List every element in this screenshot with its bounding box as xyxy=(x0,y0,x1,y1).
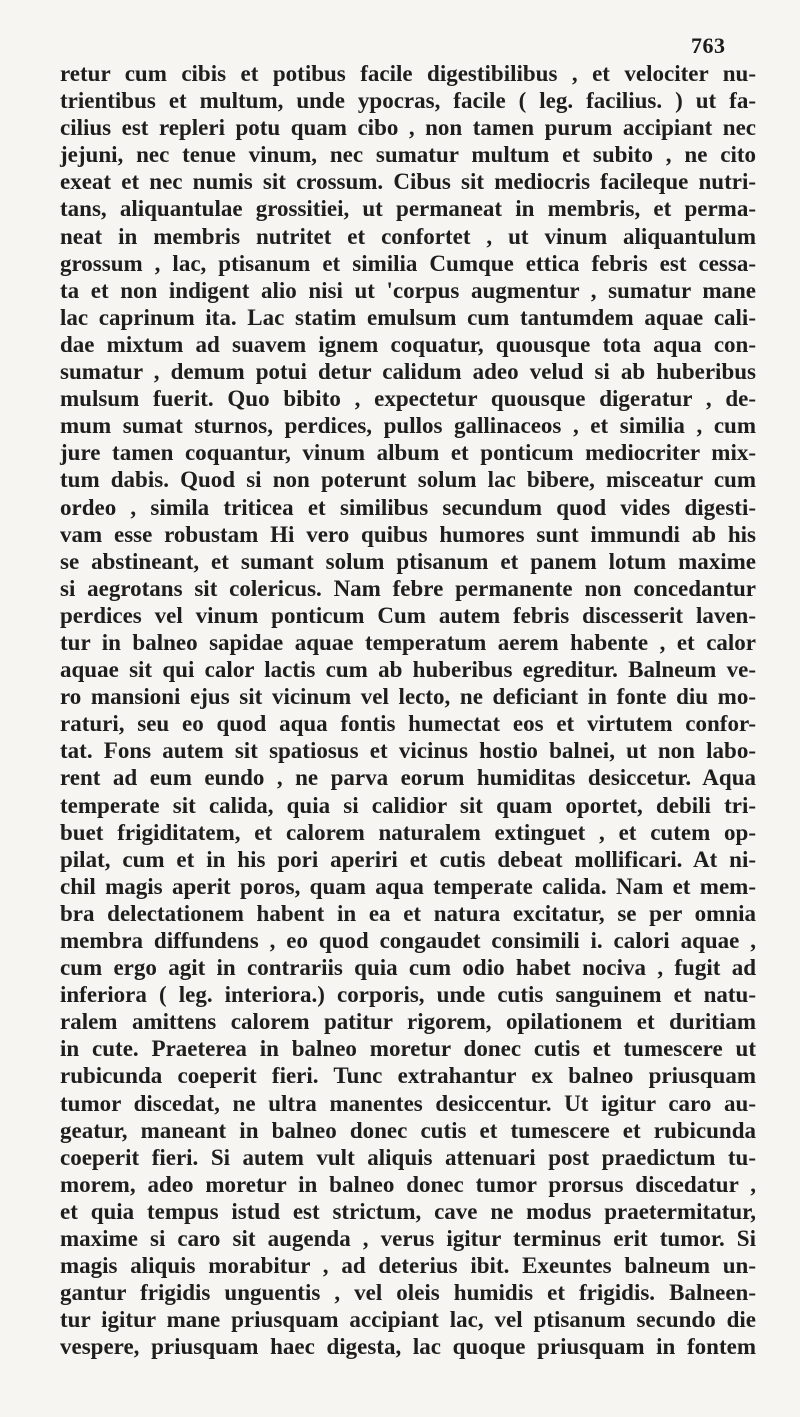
text-line: aquae sit qui calor lactis cum ab huberibus egreditur. Balneum ve- xyxy=(60,657,756,683)
text-line: cilius est repleri potu quam cibo , non tamen purum accipiant nec xyxy=(60,115,756,141)
text-line: tum dabis. Quod si non poterunt solum lac bibere, misceatur cum xyxy=(60,467,756,493)
text-line: pilat, cum et in his pori aperiri et cutis debeat mollificari. At ni- xyxy=(60,846,756,872)
text-line: exeat et nec numis sit crossum. Cibus sit mediocris facileque nutri- xyxy=(60,169,756,195)
text-line: tur in balneo sapidae aquae temperatum aerem habente , et calor xyxy=(60,629,756,655)
text-line: buet frigiditatem, et calorem naturalem extinguet , et cutem op- xyxy=(60,819,756,845)
text-line: bra delectationem habent in ea et natura excitatur, se per omnia xyxy=(60,900,756,926)
text-line: vespere, priusquam haec digesta, lac quoque priusquam in fontem xyxy=(60,1334,756,1360)
text-line: temperate sit calida, quia si calidior sit quam oportet, debili tri- xyxy=(60,792,756,818)
text-line: jure tamen coquantur, vinum album et ponticum mediocriter mix- xyxy=(60,440,756,466)
text-line: magis aliquis morabitur , ad deterius ibit. Exeuntes balneum un- xyxy=(60,1253,756,1279)
text-line: coeperit fieri. Si autem vult aliquis attenuari post praedictum tu- xyxy=(60,1144,756,1170)
text-line: et quia tempus istud est strictum, cave ne modus praetermitatur, xyxy=(60,1198,756,1224)
text-line: rubicunda coeperit fieri. Tunc extrahantur ex balneo priusquam xyxy=(60,1063,756,1089)
text-line: in cute. Praeterea in balneo moretur donec cutis et tumescere ut xyxy=(60,1036,756,1062)
text-line: morem, adeo moretur in balneo donec tumor prorsus discedatur , xyxy=(60,1171,756,1197)
text-line: chil magis aperit poros, quam aqua temperate calida. Nam et mem- xyxy=(60,873,756,899)
text-line: tumor discedat, ne ultra manentes desiccentur. Ut igitur caro au- xyxy=(60,1090,756,1116)
text-line: tat. Fons autem sit spatiosus et vicinus hostio balnei, ut non labo- xyxy=(60,738,756,764)
text-line: se abstineant, et sumant solum ptisanum et panem lotum maxime xyxy=(60,548,756,574)
text-line: retur cum cibis et potibus facile digestibilibus , et velociter nu- xyxy=(60,61,756,86)
text-line: tur igitur mane priusquam accipiant lac, vel ptisanum secundo die xyxy=(60,1307,756,1333)
text-line: mum sumat sturnos, perdices, pullos gallinaceos , et similia , cum xyxy=(60,413,756,439)
text-line: raturi, seu eo quod aqua fontis humectat eos et virtutem confor- xyxy=(60,711,756,737)
text-line: geatur, maneant in balneo donec cutis et tumescere et rubicunda xyxy=(60,1117,756,1143)
text-line: si aegrotans sit colericus. Nam febre permanente non concedantur xyxy=(60,575,756,601)
text-line: rent ad eum eundo , ne parva eorum humiditas desiccetur. Aqua xyxy=(60,765,756,791)
text-line: sumatur , demum potui detur calidum adeo velud si ab huberibus xyxy=(60,359,756,385)
text-line: tans, aliquantulae grossitiei, ut permaneat in membris, et perma- xyxy=(60,196,756,222)
text-line: cum ergo agit in contrariis quia cum odio habet nociva , fugit ad xyxy=(60,955,756,981)
text-line: mulsum fuerit. Quo bibito , expectetur quousque digeratur , de- xyxy=(60,386,756,412)
text-line: neat in membris nutritet et confortet , ut vinum aliquantulum xyxy=(60,223,756,249)
text-line: ta et non indigent alio nisi ut 'corpus augmentur , sumatur mane xyxy=(60,277,756,303)
text-line: membra diffundens , eo quod congaudet consimili i. calori aquae , xyxy=(60,928,756,953)
text-line: trientibus et multum, unde ypocras, facile ( leg. facilius. ) ut fa- xyxy=(60,88,756,114)
text-line: ro mansioni ejus sit vicinum vel lecto, ne deficiant in fonte diu mo- xyxy=(60,684,756,710)
text-line: jejuni, nec tenue vinum, nec sumatur multum et subito , ne cito xyxy=(60,142,756,168)
text-line: grossum , lac, ptisanum et similia Cumque ettica febris est cessa- xyxy=(60,250,756,276)
text-line: inferiora ( leg. interiora.) corporis, unde cutis sanguinem et natu- xyxy=(60,982,756,1008)
text-line: perdices vel vinum ponticum Cum autem febris discesserit laven- xyxy=(60,602,756,628)
text-line: ralem amittens calorem patitur rigorem, opilationem et duritiam xyxy=(60,1009,756,1035)
page-number: 763 xyxy=(691,33,726,58)
text-line: gantur frigidis unguentis , vel oleis humidis et frigidis. Balneen- xyxy=(60,1280,756,1306)
text-line: maxime si caro sit augenda , verus igitur terminus erit tumor. Si xyxy=(60,1226,756,1252)
text-line: lac caprinum ita. Lac statim emulsum cum tantumdem aquae cali- xyxy=(60,304,756,330)
body-text xyxy=(60,60,756,1361)
text-line: dae mixtum ad suavem ignem coquatur, quousque tota aqua con- xyxy=(60,331,756,357)
text-line: vam esse robustam Hi vero quibus humores sunt immundi ab his xyxy=(60,521,756,547)
text-line: ordeo , simila triticea et similibus secundum quod vides digesti- xyxy=(60,494,756,520)
